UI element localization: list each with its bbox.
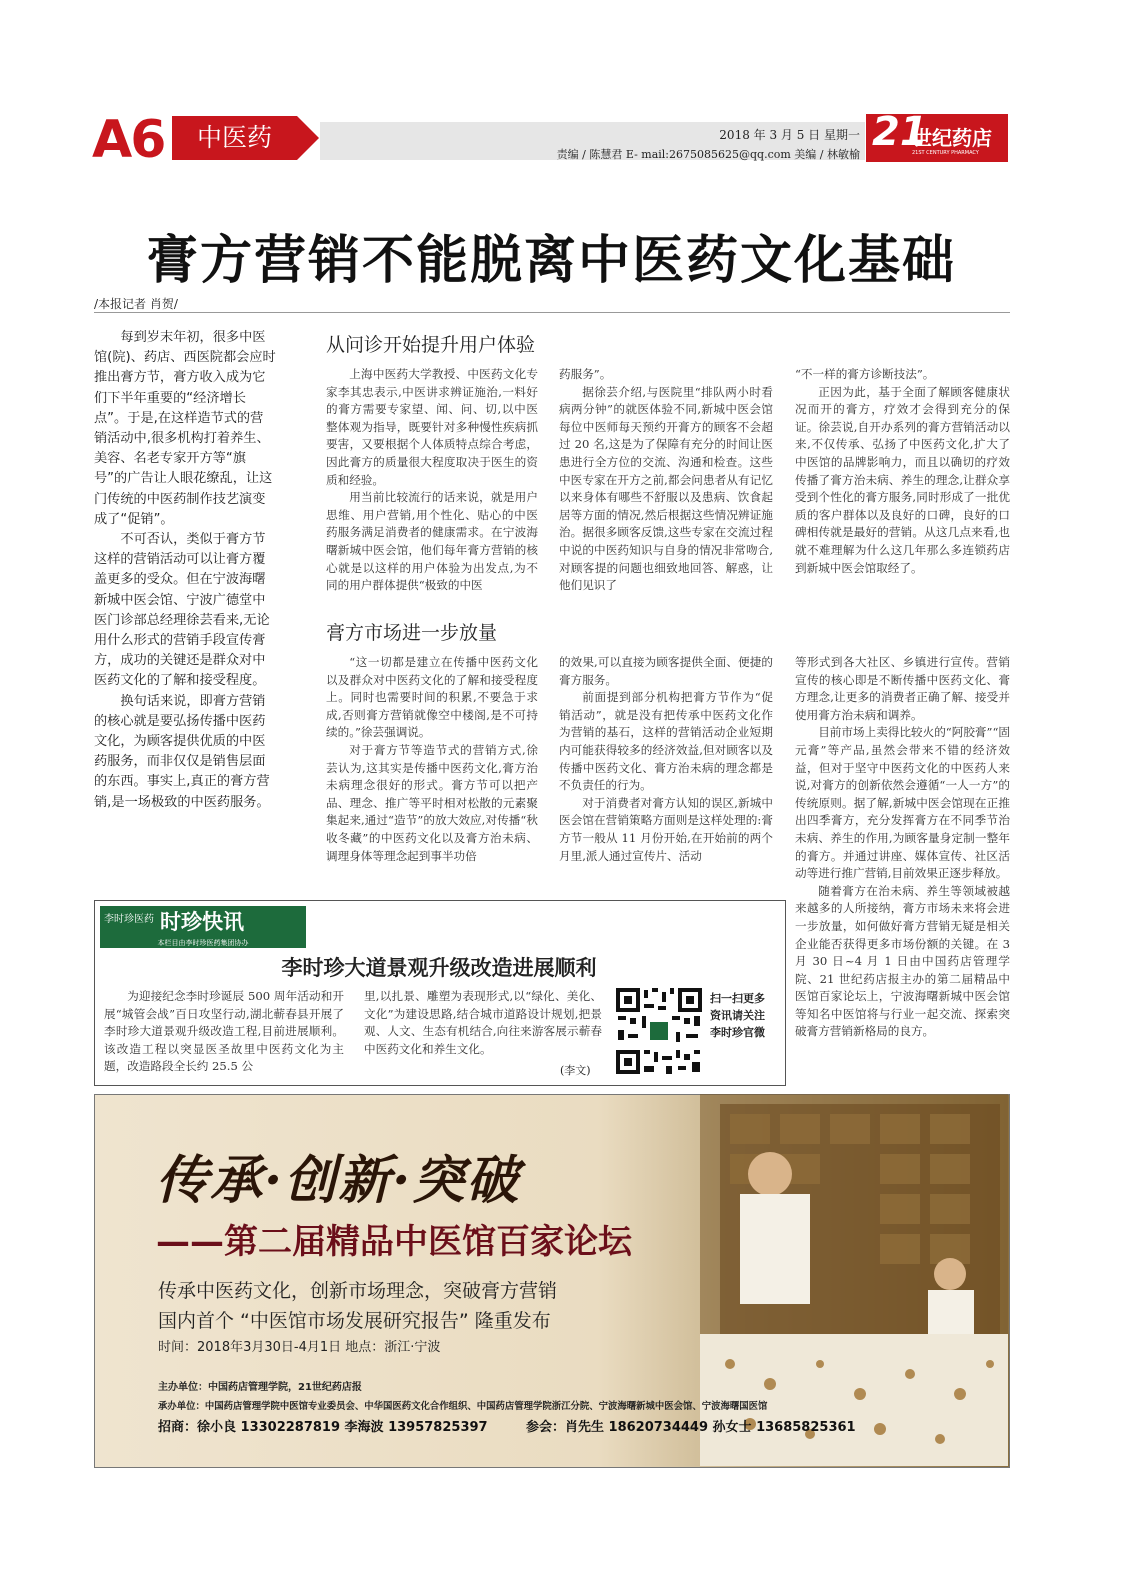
editor-credits: 责编 / 陈慧君 E- mail:2675085625@qq.com 美编 / 林敏榆 bbox=[556, 148, 860, 161]
paragraph: “不一样的膏方诊断技法”。 bbox=[795, 367, 935, 381]
section2-subhead: 膏方市场进一步放量 bbox=[326, 622, 498, 644]
paragraph: 等形式到各大社区、乡镇进行宣传。营销宣传的核心即是不断传播中医药文化、膏方理念,让更多的消费者正确了解、接受并使用膏方治未病和调养。 bbox=[795, 655, 1010, 722]
paragraph: “这一切都是建立在传播中医药文化以及群众对中医药文化的了解和接受程度上。同时也需要时间的积累,不要急于求成,否则膏方营销就像空中楼阁,是不可持续的。”徐芸强调说。 bbox=[326, 655, 538, 740]
ad-tagline: 国内首个 “中医馆市场发展研究报告” 隆重发布 bbox=[158, 1310, 551, 1332]
paragraph: 目前市场上卖得比较火的“阿胶膏”“固元膏”等产品,虽然会带来不错的经济效益，但对于坚守中医药文化的中医药人来说,对膏方的创新依然会遵循“一人一方”的传统原则。据了解,新城中医会馆现在正推出四季膏方，充分发挥膏方在不同季节治未病、养生的作用,为顾客量身定制一整年的膏方。并通过讲座、媒体宣传、社区活动等进行推广营销,目前效果正逐步释放。 bbox=[795, 725, 1010, 881]
paragraph: 对于消费者对膏方认知的误区,新城中医会馆在营销策略方面则是这样处理的:膏方节一般从 11 月份开始,在开始前的两个月里,派人通过宣传片、活动 bbox=[559, 795, 773, 863]
page-number: A6 bbox=[92, 110, 165, 170]
ad-slogan: 传承·创新·突破 bbox=[156, 1150, 521, 1211]
logo-text: 世纪药店 bbox=[912, 126, 992, 150]
paragraph: 的效果,可以直接为顾客提供全面、便捷的膏方服务。 bbox=[559, 655, 773, 687]
paragraph: 里,以扎景、雕塑为表现形式,以“绿化、美化、文化”为建设思路,结合城市道路设计规划,把景观、人文、生态有机结合,向往来游客展示蕲春中医药文化和养生文化。 bbox=[364, 989, 602, 1056]
news-column-2 bbox=[364, 988, 602, 1058]
lead-paragraph: 换句话来说，即膏方营销的核心就是要弘扬传播中医药文化，为顾客提供优质的中医药服务，而非仅仅是销售层面的东西。事实上,真正的膏方营销,是一场极致的中医药服务。 bbox=[94, 693, 270, 810]
ad-title: ——第二届精品中医馆百家论坛 bbox=[156, 1222, 632, 1262]
section-name: 中医药 bbox=[196, 123, 272, 152]
ad-tagline: 传承中医药文化，创新市场理念，突破膏方营销 bbox=[158, 1280, 558, 1302]
lead-column bbox=[94, 328, 276, 813]
logo-subtext: 21ST CENTURY PHARMACY bbox=[912, 150, 979, 156]
ad-host: 主办单位：中国药店管理学院，21世纪药店报 bbox=[158, 1382, 362, 1393]
ad-co-host: 承办单位：中国药店管理学院中医馆专业委员会、中华国医药文化合作组织、中国药店管理学院浙江分院、宁波海曙新城中医会馆、宁波海曙国医馆 bbox=[158, 1401, 768, 1412]
qr-code-icon[interactable] bbox=[614, 986, 704, 1076]
paragraph: 对于膏方节等造节式的营销方式,徐芸认为,这其实是传播中医药文化,膏方治未病理念很好的形式。膏方节可以把产品、理念、推广等平时相对松散的元素聚集起来,通过“造节”的放大效应,对传播“秋收冬藏”的中医药文化以及膏方治未病、调理身体等理念起到事半功倍 bbox=[326, 742, 538, 863]
qr-caption: 扫一扫更多资讯请关注李时珍官微 bbox=[710, 992, 765, 1039]
paragraph: 据徐芸介绍,与医院里“排队两小时看病两分钟”的就医体验不同,新城中医会馆每位中医师每天预约开膏方的顾客不会超过 20 名,这是为了保障有充分的时间让医患进行全方位的交流、沟通和检查。这些中医专家在开方之前,都会问患者从有记忆以来身体有哪些不舒服以及患病、饮食起居等方面的情况,然后根据这些情况辨证施治。据很多顾客反馈,这些专家在交流过程中说的中医药知识与自身的情况非常吻合,对顾客提的问题也细致地回答、解惑，让他们见识了 bbox=[559, 384, 773, 593]
section1-column-2 bbox=[559, 366, 773, 595]
section2-column-3 bbox=[795, 654, 1010, 1041]
section2-column-2 bbox=[559, 654, 773, 865]
article-byline: /本报记者 肖贺/ bbox=[94, 297, 178, 311]
paragraph: 为迎接纪念李时珍诞辰 500 周年活动和开展“城管会战”百日攻坚行动,湖北蕲春县开展了李时珍大道景观升级改造工程,目前进展顺利。该改造工程以突显医圣故里中医药文化为主题，改造路段全长约 25.5 公 bbox=[104, 989, 344, 1074]
paragraph: 随着膏方在治未病、养生等领域被越来越多的人所接纳，膏方市场未来将会进一步放量，如何做好膏方营销无疑是相关企业能否获得更多市场份额的关键。在 3 月 30 日~4 月 1 日由中国药店管理学院、21 世纪药店报主办的第二届精品中医馆百家论坛上，宁波海曙新城中医会馆等知名中医馆将与行业一起交流、探索突破膏方营销新格局的良方。 bbox=[795, 883, 1010, 1039]
news-organizer: 本栏目由李时珍医药集团协办 bbox=[157, 939, 249, 947]
issue-date: 2018 年 3 月 5 日 星期一 bbox=[719, 128, 860, 142]
ad-sponsor-contact: 招商：徐小良 13302287819 李海波 13957825397 bbox=[158, 1420, 488, 1435]
logo-number: 21 bbox=[872, 109, 928, 155]
lead-paragraph: 不可否认，类似于膏方节这样的营销活动可以让膏方覆盖更多的受众。但在宁波海曙新城中医会馆、宁波广德堂中医门诊部总经理徐芸看来,无论用什么形式的营销手段宣传膏方，成功的关键还是群众对中医药文化的了解和接受程度。 bbox=[94, 532, 270, 689]
section2-column-1 bbox=[326, 654, 538, 865]
section1-subhead: 从问诊开始提升用户体验 bbox=[326, 334, 536, 356]
paragraph: 正因为此，基于全面了解顾客健康状况而开的膏方，疗效才会得到充分的保证。徐芸说,自开办系列的膏方营销活动以来,不仅传承、弘扬了中医药文化,扩大了中医馆的品牌影响力，而且以确切的疗效传播了膏方治未病、养生的理念,让群众享受到个性化的膏方服务,同时形成了一批优质的客户群体以及良好的口碑，良好的口碑相传就是最好的营销。从这几点来看,也就不难理解为什么这几年那么多连锁药店到新城中医会馆取经了。 bbox=[795, 384, 1010, 575]
divider bbox=[94, 312, 1010, 313]
paragraph: 药服务”。 bbox=[559, 367, 612, 381]
ad-time-location: 时间：2018年3月30日-4月1日 地点：浙江·宁波 bbox=[158, 1340, 441, 1355]
news-author: (李文) bbox=[560, 1064, 591, 1077]
paragraph: 用当前比较流行的话来说，就是用户思维、用户营销,用个性化、贴心的中医药服务满足消费者的健康需求。在宁波海曙新城中医会馆，他们每年膏方营销的核心就是以这样的用户体验为出发点,为不同的用户群体提供“极致的中医 bbox=[326, 490, 538, 593]
section-arrow-shape bbox=[297, 116, 319, 160]
paragraph: 上海中医药大学教授、中医药文化专家李其忠表示,中医讲求辨证施治,一料好的膏方需要专家望、闻、问、切,以中医整体观为指导，既要针对多种慢性疾病抓要害，又要根据个人体质特点综合考虑，因此膏方的质量很大程度取决于医生的资质和经验。 bbox=[326, 367, 538, 487]
paragraph: 前面提到部分机构把膏方节作为“促销活动”，就是没有把传承中医药文化作为营销的基石，这样的营销活动企业短期内可能获得较多的经济效益,但对顾客以及传播中医药文化、膏方治未病的理念都是不负责任的行为。 bbox=[559, 690, 773, 793]
news-brand: 时珍快讯 bbox=[160, 909, 244, 934]
section1-column-3 bbox=[795, 366, 1010, 577]
article-headline: 膏方营销不能脱离中医药文化基础 bbox=[145, 230, 956, 291]
news-title: 李时珍大道景观升级改造进展顺利 bbox=[281, 955, 597, 980]
news-logo-text: 李时珍医药 bbox=[104, 914, 154, 925]
section1-column-1 bbox=[326, 366, 538, 595]
ad-attendee-contact: 参会：肖先生 18620734449 孙女士 13685825361 bbox=[526, 1420, 856, 1435]
lead-paragraph: 每到岁末年初，很多中医馆(院)、药店、西医院都会应时推出膏方节，膏方收入成为它们下半年重要的“经济增长点”。于是,在这样造节式的营销活动中,很多机构打着养生、美容、名老专家开方等“旗号”的广告让人眼花缭乱，让这门传统的中医药制作技艺演变成了“促销”。 bbox=[94, 330, 276, 527]
news-column-1 bbox=[104, 988, 344, 1076]
